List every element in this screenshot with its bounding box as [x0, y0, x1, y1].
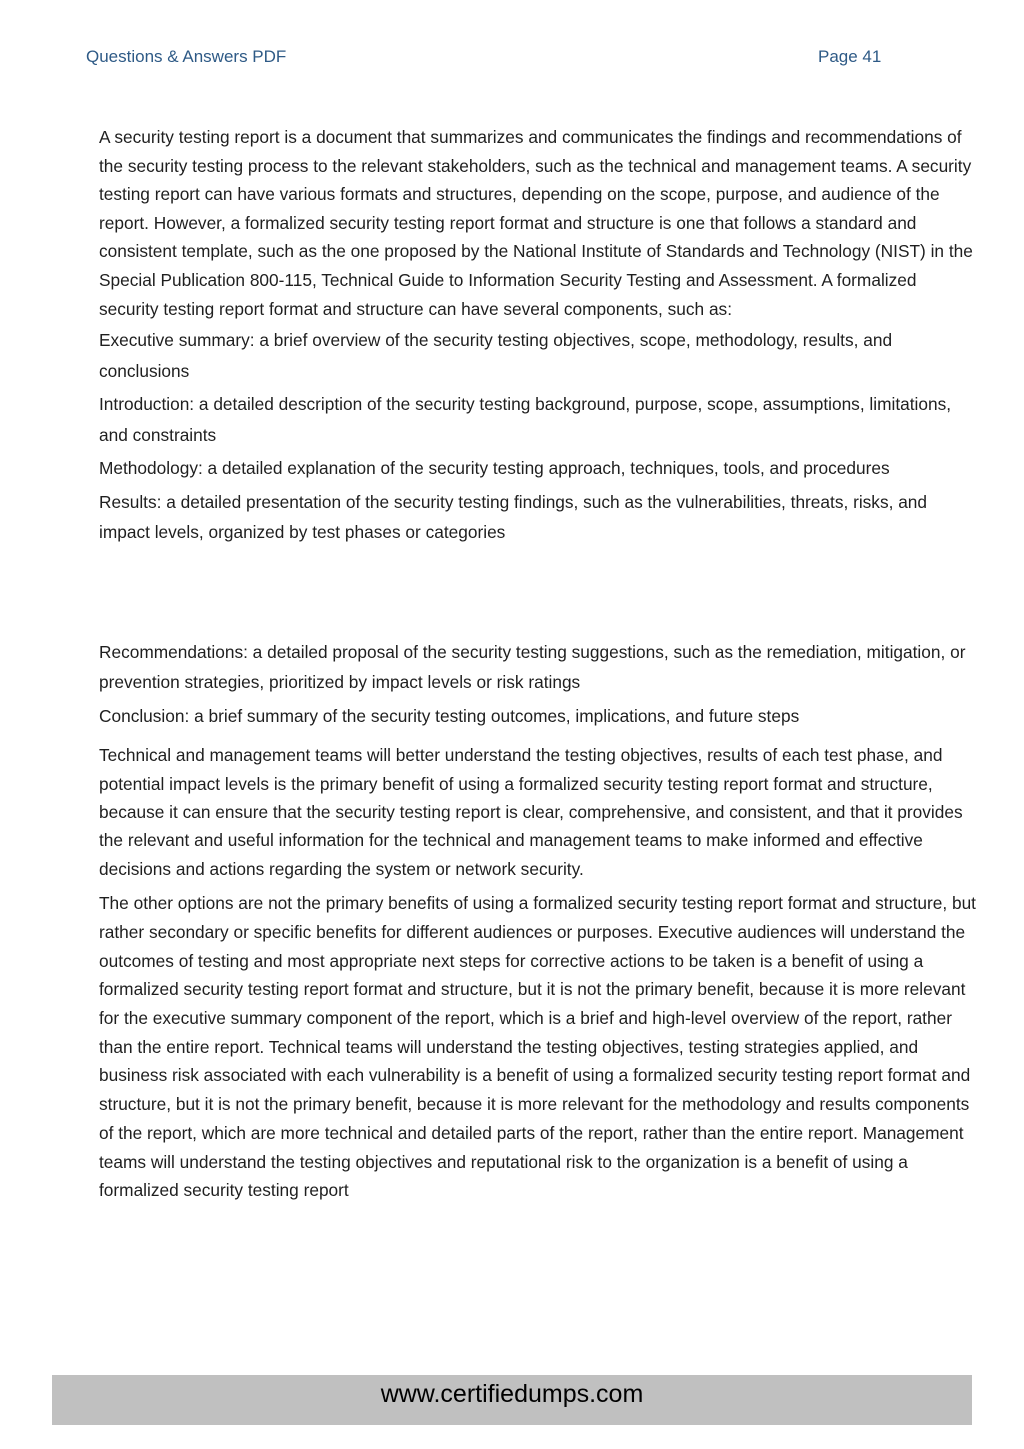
intro-paragraph: A security testing report is a document that summarizes and communicates the findings and recommendations of the security testing process to the relevant stakeholders, such as the technical and management teams. A security testing report can have various formats and structures, depending on the scope, purpose, and audience of the report. However, a formalized security testing report format and structure is one that follows a standard and consistent template, such as the one proposed by the National Institute of Standards and Technology (NIST) in the Special Publication 800-115, Technical Guide to Information Security Testing and Assessment. A formalized security testing report format and structure can have several components, such as: — [99, 127, 973, 319]
other-options-paragraph: The other options are not the primary benefits of using a formalized security testing report format and structure, but rather secondary or specific benefits for different audiences or purposes. Executive audiences will understand the outcomes of testing and most appropriate next steps for corrective actions to be taken is a benefit of using a formalized security testing report format and structure, but it is not the primary benefit, because it is more relevant for the executive summary component of the report, which is a brief and high-level overview of the report, rather than the entire report. Technical teams will understand the testing objectives, testing strategies applied, and business risk associated with each vulnerability is a benefit of using a formalized security testing report format and structure, but it is not the primary benefit, because it is more relevant for the methodology and results components of the report, which are more technical and detailed parts of the report, rather than the entire report. Management teams will understand the testing objectives and reputational risk to the organization is a benefit of using a formalized security testing report — [99, 893, 976, 1201]
component-introduction: Introduction: a detailed description of the security testing background, purpose, scope, assumptions, limitations, and constraints — [99, 394, 952, 445]
primary-benefit-paragraph: Technical and management teams will better understand the testing objectives, results of each test phase, and potential impact levels is the primary benefit of using a formalized security testing report format and structure, because it can ensure that the security testing report is clear, comprehensive, and consistent, and that it provides the relevant and useful information for the technical and management teams to make informed and effective decisions and actions regarding the system or network security. — [99, 745, 963, 879]
component-conclusion: Conclusion: a brief summary of the security testing outcomes, implications, and future steps — [99, 705, 800, 726]
component-results: Results: a detailed presentation of the security testing findings, such as the vulnerabilities, threats, risks, and impact levels, organized by test phases or categories — [99, 491, 928, 543]
page-content — [99, 123, 979, 1205]
footer-banner — [52, 1375, 972, 1425]
component-recommendations: Recommendations: a detailed proposal of the security testing suggestions, such as the remediation, mitigation, or prevention strategies, prioritized by impact levels or risk ratings — [99, 641, 966, 693]
component-methodology: Methodology: a detailed explanation of the security testing approach, techniques, tools, and procedures — [99, 458, 890, 479]
page-number: Page 41 — [818, 47, 882, 66]
component-executive-summary: Executive summary: a brief overview of the security testing objectives, scope, methodology, results, and conclusions — [99, 330, 893, 381]
document-title: Questions & Answers PDF — [86, 47, 287, 66]
section-gap — [99, 551, 979, 637]
footer-website-link[interactable]: www.certifiedumps.com — [380, 1379, 644, 1408]
